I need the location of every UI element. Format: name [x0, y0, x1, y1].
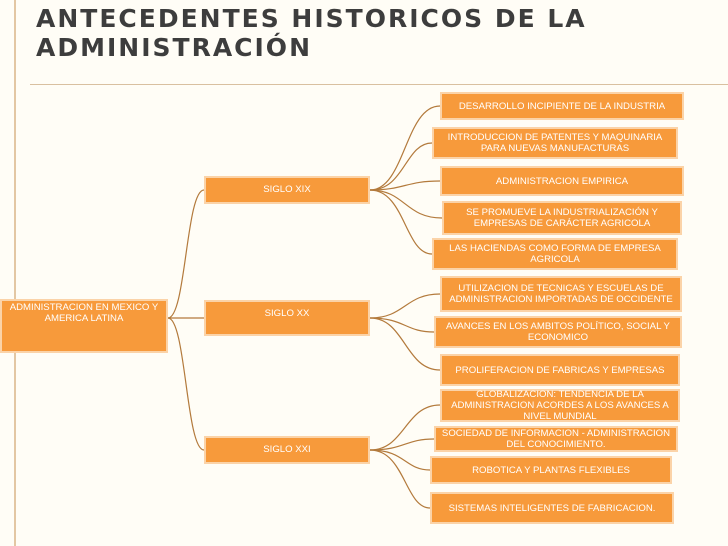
connector-root-xxi: [168, 318, 204, 450]
leaf-label: GLOBALIZACION: TENDENCIA DE LA ADMINISTRACION ACORDES A LOS AVANCES A NIVEL MUNDIAL: [451, 389, 669, 422]
leaf-node-xxi-4: [430, 492, 674, 524]
leaf-node-xx-1: [440, 276, 682, 312]
leaf-node-xx-3: [440, 354, 680, 386]
leaf-label: SOCIEDAD DE INFORMACION - ADMINISTRACION DEL CONOCIMIENTO.: [441, 428, 671, 450]
century-node-xix: [204, 176, 370, 204]
root-node-label: ADMINISTRACION EN MEXICO Y AMERICA LATINA: [9, 302, 159, 324]
leaf-label: DESARROLLO INCIPIENTE DE LA INDUSTRIA: [458, 100, 666, 112]
connector-xxi-4: [370, 450, 430, 508]
leaf-label: SISTEMAS INTELIGENTES DE FABRICACION.: [448, 502, 656, 514]
century-label-xx: SIGLO XX: [264, 308, 310, 319]
leaf-node-xix-2: [432, 127, 678, 159]
leaf-label: INTRODUCCION DE PATENTES Y MAQUINARIA PARA NUEVAS MANUFACTURAS: [447, 132, 663, 154]
century-label-xix: SIGLO XIX: [263, 184, 311, 195]
connector-xix-1: [370, 106, 440, 190]
connector-xix-5: [370, 190, 432, 254]
leaf-node-xxi-1: [440, 389, 680, 422]
leaf-node-xix-3: [440, 166, 684, 196]
connector-xxi-3: [370, 450, 430, 470]
leaf-label: SE PROMUEVE LA INDUSTRIALIZACIÓN Y EMPRESAS DE CARÁCTER AGRICOLA: [466, 207, 658, 229]
century-label-xxi: SIGLO XXI: [263, 444, 311, 455]
century-node-xxi: [204, 436, 370, 464]
connector-xxi-1: [370, 405, 440, 450]
leaf-node-xix-5: [432, 238, 678, 270]
leaf-node-xix-1: [440, 92, 684, 120]
leaf-label: ADMINISTRACION EMPIRICA: [495, 175, 629, 187]
slide-title-text: ANTECEDENTES HISTORICOS DE LA ADMINISTRACIÓN: [36, 4, 587, 62]
leaf-label: UTILIZACION DE TECNICAS Y ESCUELAS DE ADMINISTRACION IMPORTADAS DE OCCIDENTE: [449, 283, 673, 305]
century-node-xx: [204, 300, 370, 336]
connector-xix-2: [370, 143, 432, 190]
leaf-node-xx-2: [434, 316, 682, 348]
root-node: [0, 299, 168, 353]
leaf-label: PROLIFERACION DE FABRICAS Y EMPRESAS: [455, 364, 665, 376]
leaf-node-xxi-2: [434, 426, 678, 452]
connector-xx-1: [370, 294, 440, 318]
leaf-node-xix-4: [442, 201, 682, 235]
connector-xix-4: [370, 190, 442, 218]
leaf-label: LAS HACIENDAS COMO FORMA DE EMPRESA AGRICOLA: [449, 243, 661, 265]
leaf-label: AVANCES EN LOS AMBITOS POLÍTICO, SOCIAL Y ECONOMICO: [446, 321, 670, 343]
leaf-label: ROBOTICA Y PLANTAS FLEXIBLES: [472, 464, 630, 476]
connector-root-xix: [168, 190, 204, 318]
leaf-node-xxi-3: [430, 456, 672, 484]
